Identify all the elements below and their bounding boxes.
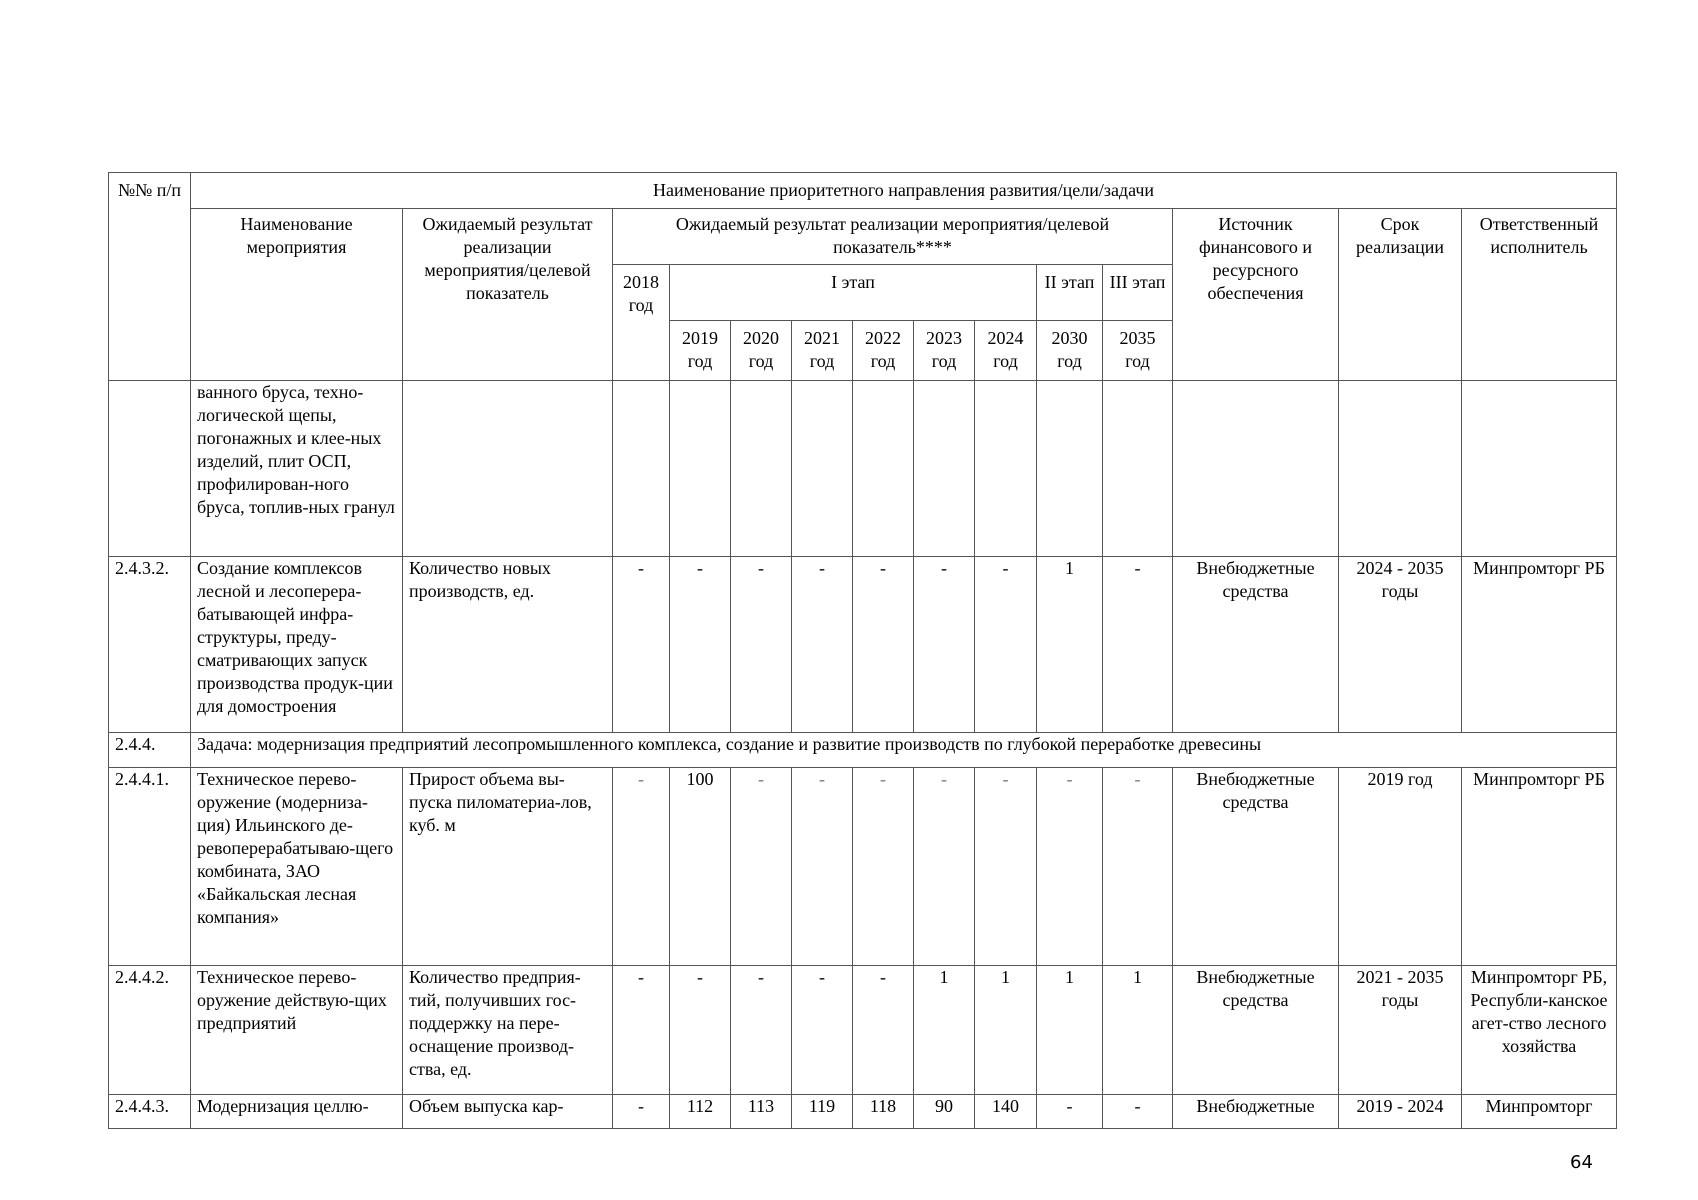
cell-value-2019: -: [670, 557, 731, 733]
table-row-task-2-4-4: [109, 733, 1617, 768]
cell-source: Внебюджетные средства: [1173, 768, 1339, 966]
cell-value-2021: -: [792, 966, 853, 1095]
cell-value-2030: -: [1037, 768, 1103, 966]
header-year-2019: 2019 год: [670, 321, 731, 381]
header-year-2021: 2021 год: [792, 321, 853, 381]
header-year-2023: 2023 год: [914, 321, 975, 381]
cell-num: 2.4.4.2.: [109, 966, 191, 1095]
cell-task-text: Задача: модернизация предприятий лесопромышленного комплекса, создание и развитие производств по глубокой переработке древесины: [191, 733, 1617, 768]
header-term: Срок реализации: [1339, 209, 1462, 381]
cell-source: Внебюджетные: [1173, 1095, 1339, 1129]
cell-num: 2.4.4.3.: [109, 1095, 191, 1129]
header-row-top: [109, 173, 1617, 209]
header-direction: Наименование приоритетного направления развития/цели/задачи: [191, 173, 1617, 209]
cell-event-name: ванного бруса, техно-логической щепы, погонажных и клее-ных изделий, плит ОСП, профилирован-ного бруса, топлив-ных гранул: [191, 381, 403, 557]
cell-term: 2021 - 2035 годы: [1339, 966, 1462, 1095]
cell-value-2018: -: [613, 557, 670, 733]
cell-value-2035: -: [1103, 768, 1173, 966]
header-stage-2: II этап: [1037, 265, 1103, 321]
cell-num: 2.4.4.: [109, 733, 191, 768]
cell-value-2022: 118: [853, 1095, 914, 1129]
cell-value-2018: -: [613, 1095, 670, 1129]
cell-term: 2024 - 2035 годы: [1339, 557, 1462, 733]
cell-source: Внебюджетные средства: [1173, 557, 1339, 733]
page-number: 64: [1570, 1152, 1593, 1173]
cell-value-2023: -: [914, 768, 975, 966]
cell-value-2019: -: [670, 966, 731, 1095]
cell-value-2018: -: [613, 768, 670, 966]
cell-value-2023: -: [914, 557, 975, 733]
table-row-2-4-4-1: [109, 768, 1617, 966]
cell-value-2024: -: [975, 768, 1037, 966]
cell-value-2021: 119: [792, 1095, 853, 1129]
cell-value-2022: -: [853, 966, 914, 1095]
cell-value-2020: -: [731, 557, 792, 733]
cell-num: [109, 381, 191, 557]
cell-result: Количество новых производств, ед.: [403, 557, 613, 733]
header-stage-1: I этап: [670, 265, 1037, 321]
header-stage-3: III этап: [1103, 265, 1173, 321]
cell-result: Объем выпуска кар-: [403, 1095, 613, 1129]
cell-value-2023: 1: [914, 966, 975, 1095]
cell-num: 2.4.3.2.: [109, 557, 191, 733]
cell-value-2024: 1: [975, 966, 1037, 1095]
cell-event-name: Модернизация целлю-: [191, 1095, 403, 1129]
cell-value-2020: -: [731, 768, 792, 966]
header-num: №№ п/п: [109, 173, 191, 381]
table-row-continuation: [109, 381, 1617, 557]
cell-value-2030: -: [1037, 1095, 1103, 1129]
cell-value-2019: 112: [670, 1095, 731, 1129]
cell-value-2024: -: [975, 557, 1037, 733]
cell-value-2035: -: [1103, 557, 1173, 733]
cell-executor: Минпромторг: [1462, 1095, 1617, 1129]
cell-event-name: Техническое перево-оружение (модерниза-ция) Ильинского де-ревоперерабатываю-щего комбината, ЗАО «Байкальская лесная компания»: [191, 768, 403, 966]
cell-value-2018: -: [613, 966, 670, 1095]
cell-value-2035: -: [1103, 1095, 1173, 1129]
cell-source: Внебюджетные средства: [1173, 966, 1339, 1095]
cell-value-2020: -: [731, 966, 792, 1095]
header-expected-result: Ожидаемый результат реализации мероприятия/целевой показатель: [403, 209, 613, 381]
header-year-2024: 2024 год: [975, 321, 1037, 381]
cell-executor: Минпромторг РБ, Республи-канское агет-ство лесного хозяйства: [1462, 966, 1617, 1095]
header-event-name: Наименование мероприятия: [191, 209, 403, 381]
header-year-2030: 2030 год: [1037, 321, 1103, 381]
table-row-2-4-4-3: [109, 1095, 1617, 1129]
cell-num: 2.4.4.1.: [109, 768, 191, 966]
header-expected-result-years: Ожидаемый результат реализации мероприятия/целевой показатель****: [613, 209, 1173, 265]
header-row-1: [109, 209, 1617, 265]
cell-value-2023: 90: [914, 1095, 975, 1129]
cell-value-2030: 1: [1037, 966, 1103, 1095]
cell-executor: Минпромторг РБ: [1462, 557, 1617, 733]
cell-term: 2019 год: [1339, 768, 1462, 966]
cell-value-2021: -: [792, 768, 853, 966]
header-year-2018: 2018 год: [613, 265, 670, 381]
cell-value-2022: -: [853, 557, 914, 733]
cell-term: 2019 - 2024: [1339, 1095, 1462, 1129]
header-executor: Ответственный исполнитель: [1462, 209, 1617, 381]
header-year-2020: 2020 год: [731, 321, 792, 381]
table-row-2-4-3-2: [109, 557, 1617, 733]
cell-value-2024: 140: [975, 1095, 1037, 1129]
header-year-2022: 2022 год: [853, 321, 914, 381]
measures-table: [108, 172, 1617, 1129]
cell-event-name: Техническое перево-оружение действую-щих предприятий: [191, 966, 403, 1095]
cell-executor: Минпромторг РБ: [1462, 768, 1617, 966]
cell-value-2021: -: [792, 557, 853, 733]
cell-value-2035: 1: [1103, 966, 1173, 1095]
cell-event-name: Создание комплексов лесной и лесоперера-батывающей инфра-структуры, преду-сматривающих запуск производства продук-ции для домостроения: [191, 557, 403, 733]
table-row-2-4-4-2: [109, 966, 1617, 1095]
header-source: Источник финансового и ресурсного обеспечения: [1173, 209, 1339, 381]
header-year-2035: 2035 год: [1103, 321, 1173, 381]
cell-value-2020: 113: [731, 1095, 792, 1129]
cell-value-2030: 1: [1037, 557, 1103, 733]
cell-value-2019: 100: [670, 768, 731, 966]
cell-result: Количество предприя-тий, получивших гос-поддержку на пере-оснащение производ-ства, ед.: [403, 966, 613, 1095]
cell-result: Прирост объема вы-пуска пиломатериа-лов, куб. м: [403, 768, 613, 966]
cell-value-2022: -: [853, 768, 914, 966]
